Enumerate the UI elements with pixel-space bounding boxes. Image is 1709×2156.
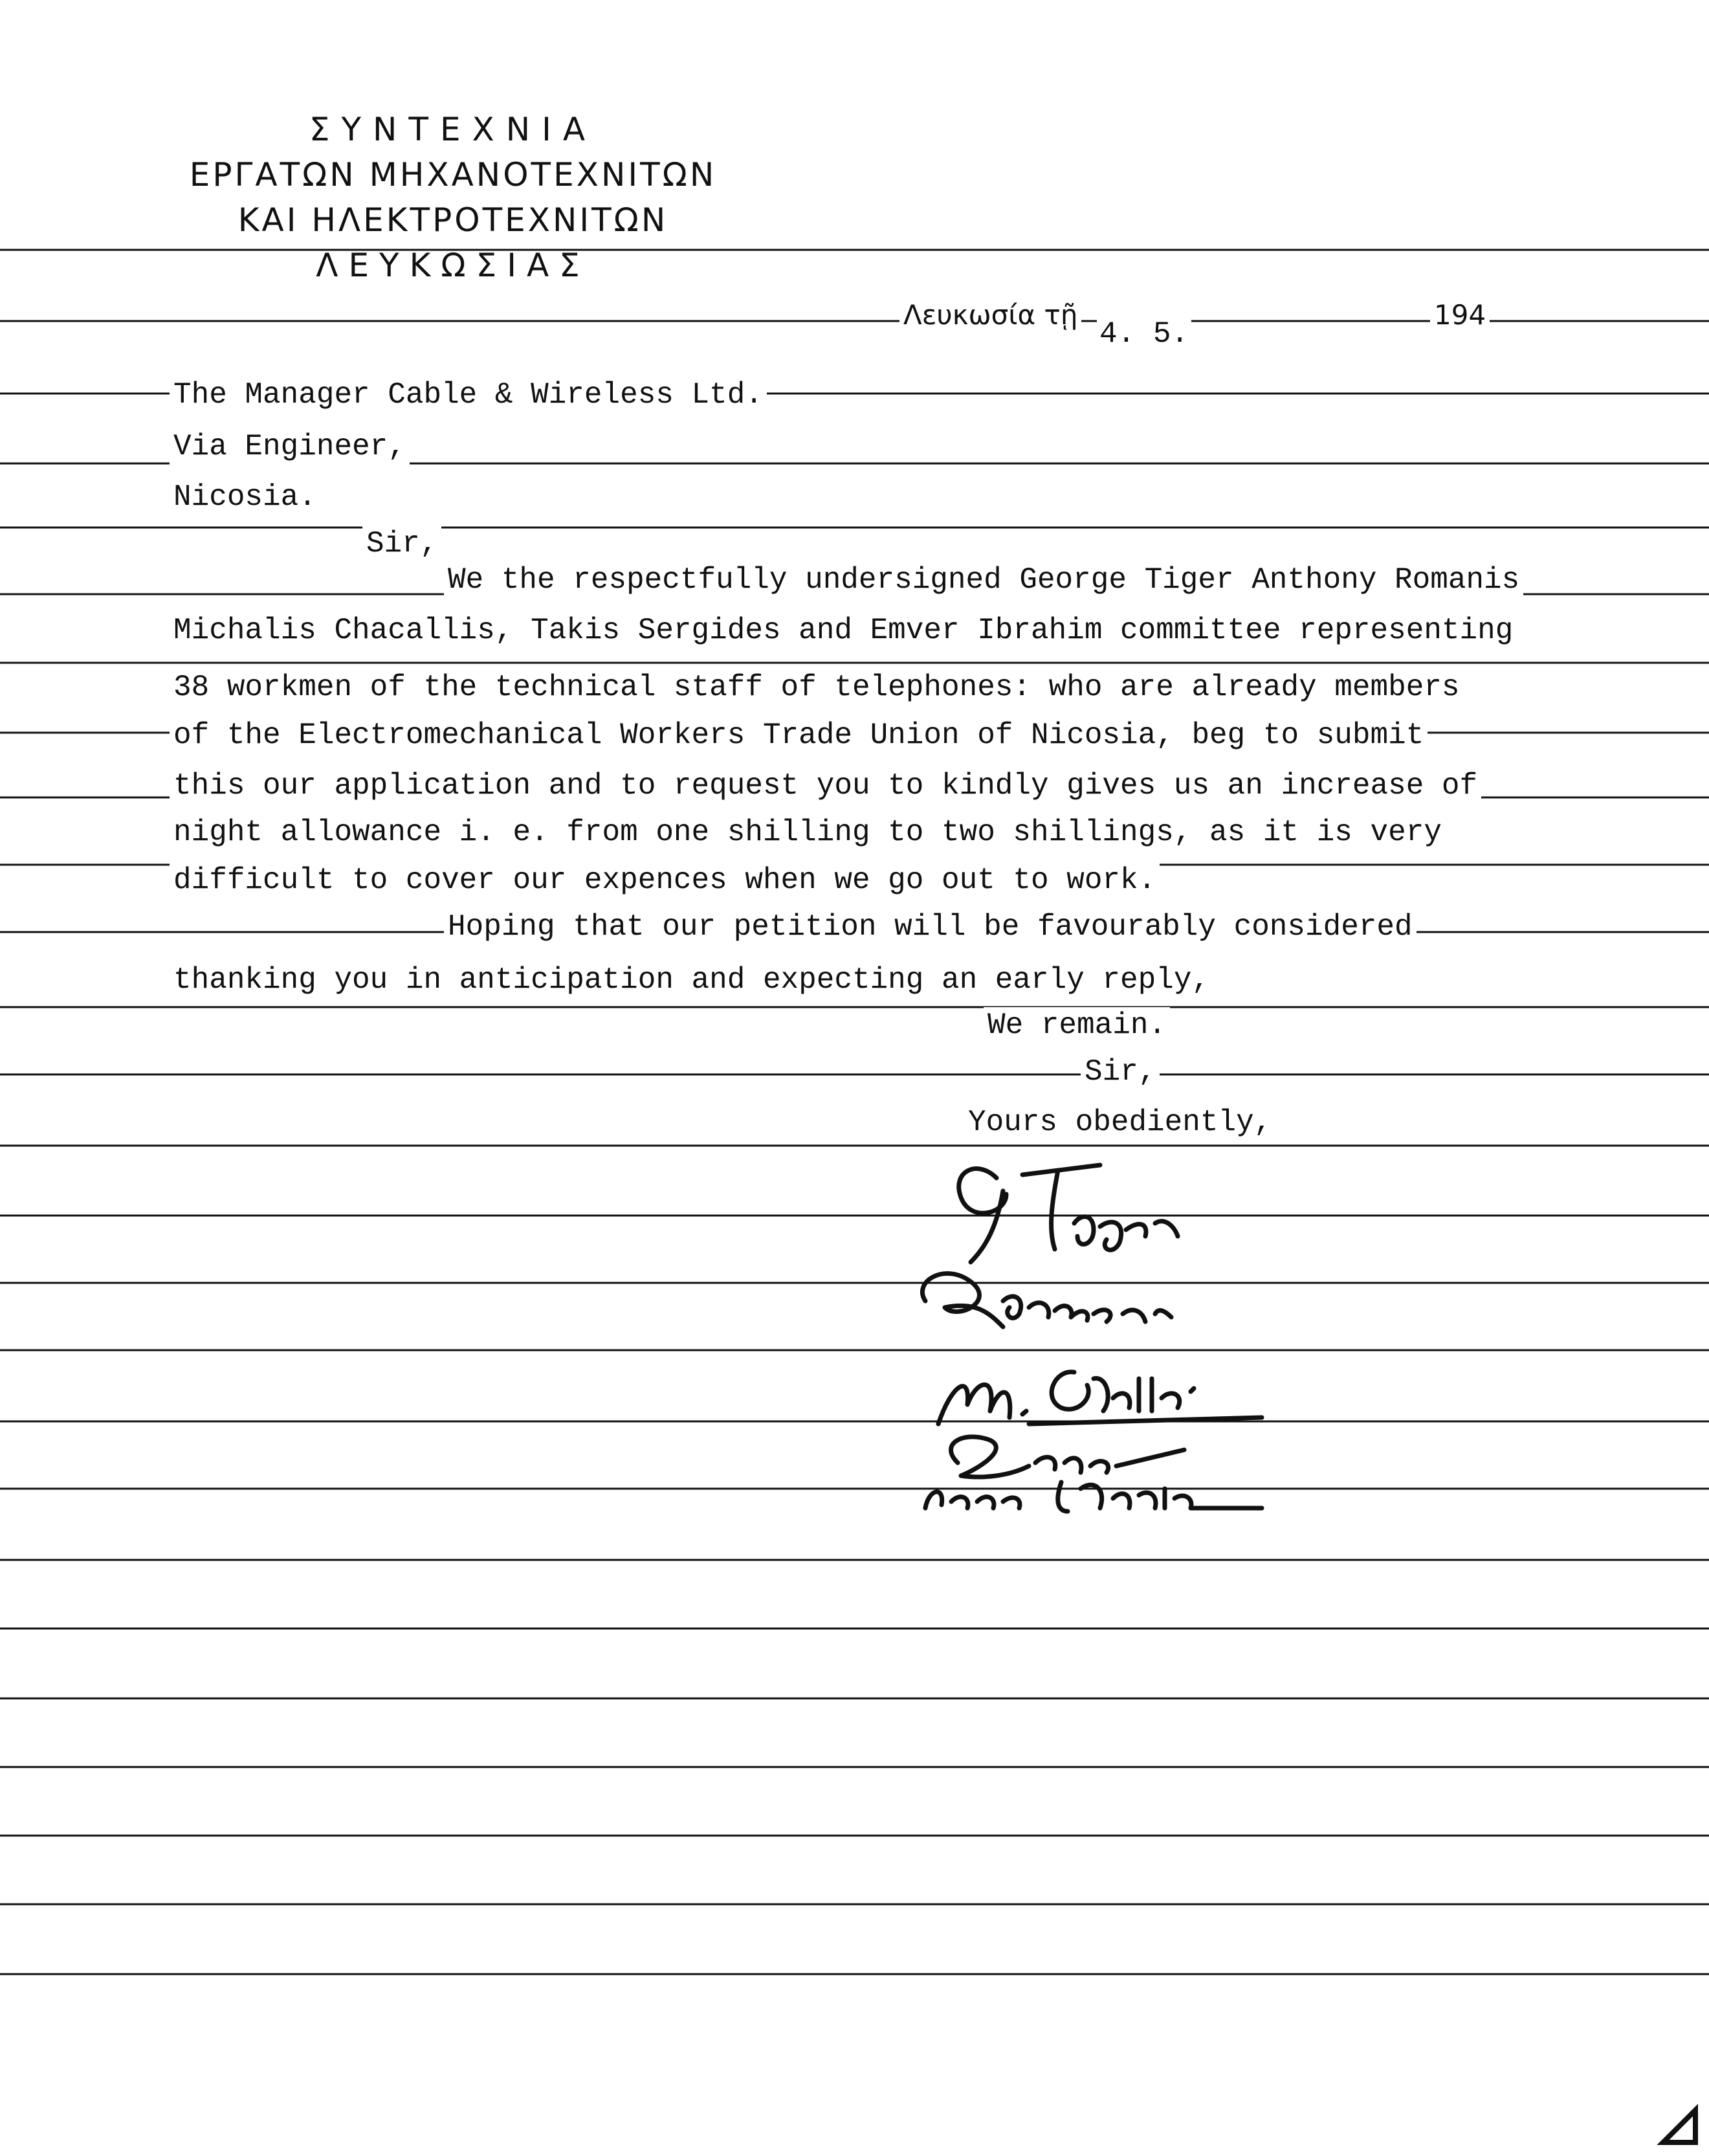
corner-mark-icon [1657, 2097, 1702, 2149]
date-value: 4. 5. [1097, 317, 1191, 351]
body-line-9: thanking you in anticipation and expecting an early reply, [170, 962, 1213, 998]
body-line-5: this our application and to request you to kindly gives us an increase of [170, 768, 1481, 804]
letterhead-line-1: ΣΥΝΤΕΧΝΙΑ [309, 111, 597, 148]
address-line-1: The Manager Cable & Wireless Ltd. [170, 377, 767, 413]
date-label: Λευκωσία τῇ [899, 299, 1081, 331]
signatures-image [899, 1152, 1391, 1515]
letterhead-line-3: ΚΑΙ ΗΛΕΚΤΡΟΤΕΧΝΙΤΩΝ [237, 201, 668, 239]
letterhead-line-4: ΛΕΥΚΩΣΙΑΣ [316, 247, 590, 284]
body-line-2: Michalis Chacallis, Takis Sergides and Emver Ibrahim committee representing [170, 612, 1517, 649]
address-line-2: Via Engineer, [170, 428, 410, 465]
letterhead-line-2: ΕΡΓΑΤΩΝ ΜΗΧΑΝΟΤΕΧΝΙΤΩΝ [189, 156, 717, 194]
body-line-1: We the respectfully undersigned George Tiger Anthony Romanis [444, 562, 1523, 598]
body-line-8: Hoping that our petition will be favourably considered [444, 909, 1417, 945]
year-value: 194 [1430, 299, 1490, 331]
body-line-6: night allowance i. e. from one shilling to two shillings, as it is very [170, 814, 1446, 850]
body-line-7: difficult to cover our expences when we go out to work. [170, 862, 1160, 898]
body-line-3: 38 workmen of the technical staff of telephones: who are already members [170, 669, 1464, 706]
closing-line-1: We remain. [984, 1007, 1170, 1043]
letterhead [149, 107, 757, 288]
closing-line-2: Sir, [1081, 1054, 1160, 1090]
body-line-4: of the Electromechanical Workers Trade Union of Nicosia, beg to submit [170, 717, 1428, 753]
address-line-3: Nicosia. [170, 479, 320, 515]
closing-line-3: Yours obediently, [964, 1104, 1275, 1140]
salutation: Sir, [362, 526, 441, 562]
